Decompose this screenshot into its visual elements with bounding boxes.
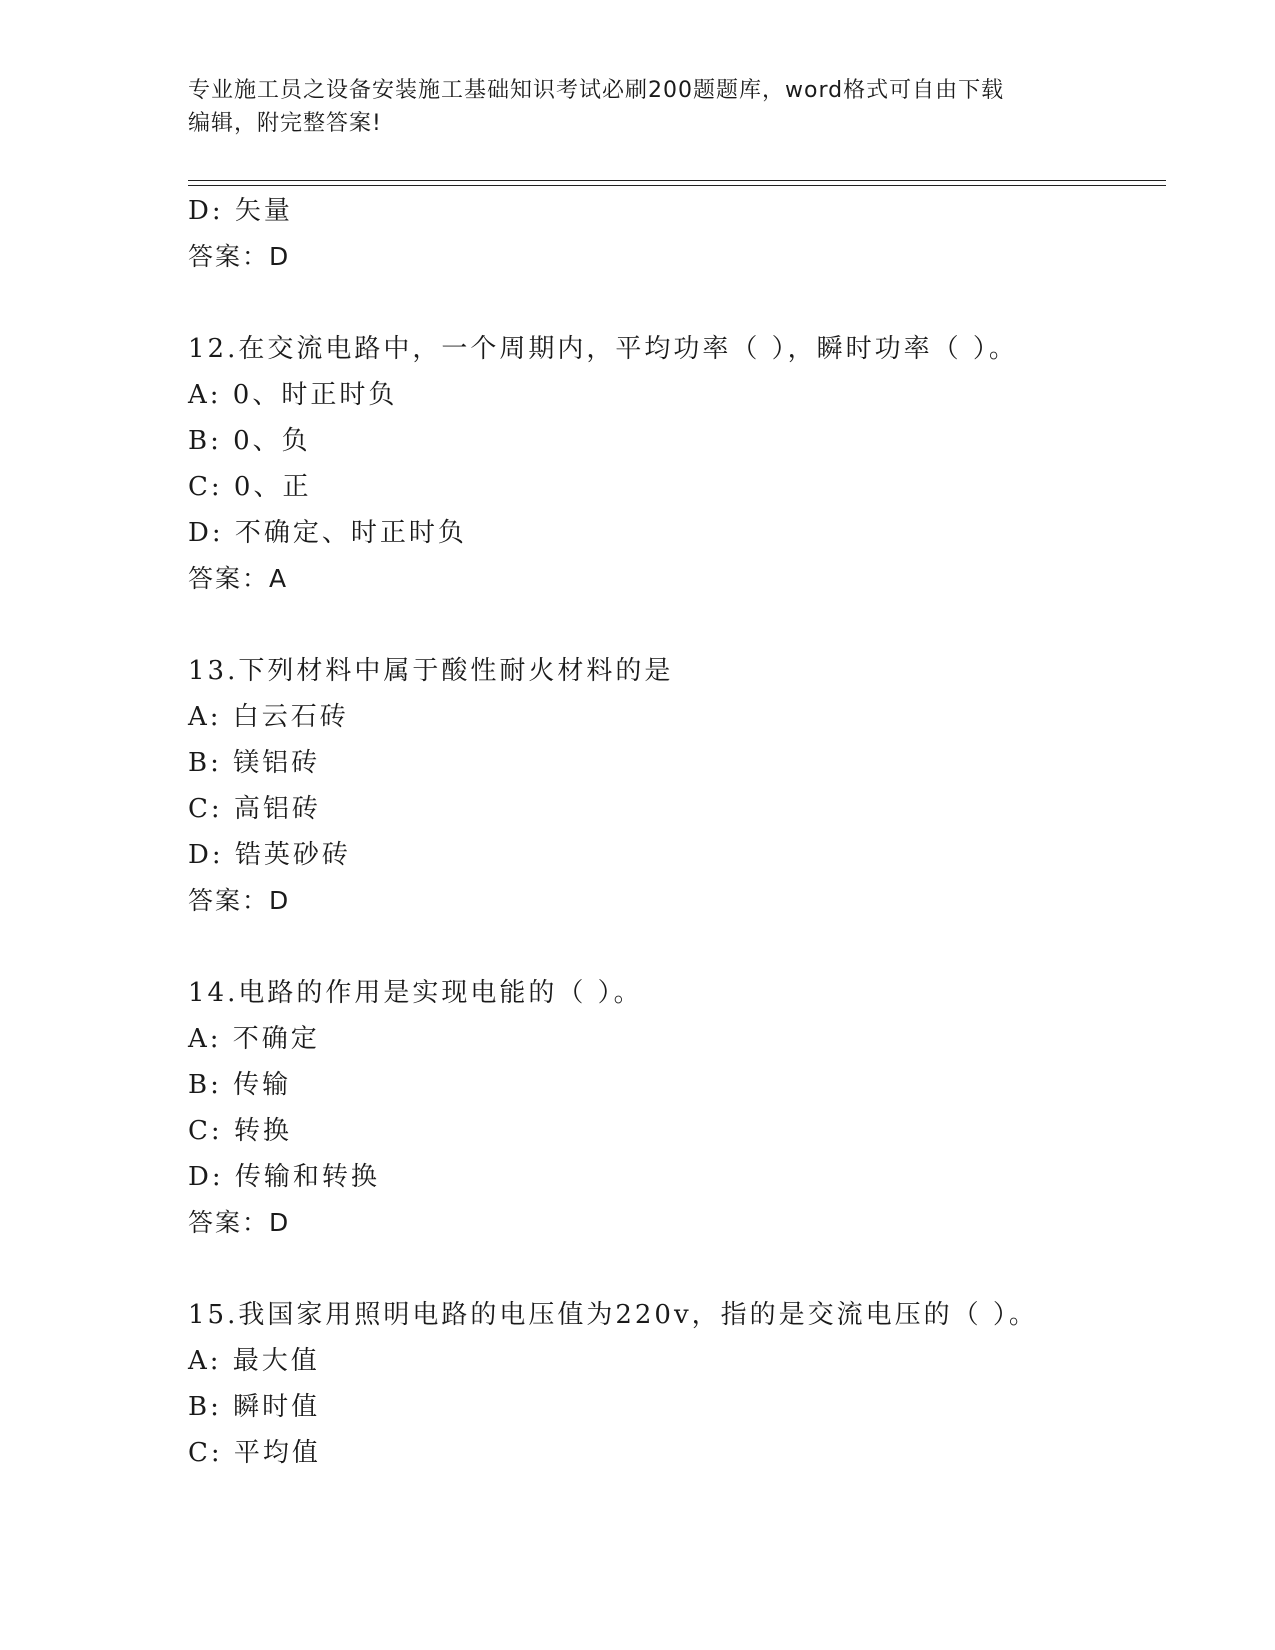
question-14-option-b: B: 传输 [188,1070,292,1100]
question-15-stem: 15.我国家用照明电路的电压值为220v，指的是交流电压的（ ）。 [188,1300,1038,1330]
question-14-answer: 答案：D [188,1208,291,1237]
question-14-option-a: A: 不确定 [188,1024,320,1054]
question-13-answer: 答案：D [188,886,291,915]
prev-question-option-d: D: 矢量 [188,196,293,226]
question-12-answer: 答案：A [188,564,289,593]
question-12-option-a: A: 0、时正时负 [188,380,398,410]
header-divider-bottom [188,185,1166,186]
spacer [188,602,1168,648]
document-header [188,74,1088,140]
question-15-option-a: A: 最大值 [188,1346,320,1376]
question-13-option-d: D: 锆英砂砖 [188,840,351,870]
question-13-stem: 13.下列材料中属于酸性耐火材料的是 [188,656,674,686]
spacer [188,924,1168,970]
spacer [188,280,1168,326]
spacer [188,1246,1168,1292]
question-12-option-d: D: 不确定、时正时负 [188,518,467,548]
question-13-option-b: B: 镁铝砖 [188,748,321,778]
question-13-option-a: A: 白云石砖 [188,702,349,732]
question-14-stem: 14.电路的作用是实现电能的（ ）。 [188,978,643,1008]
question-15-option-c: C: 平均值 [188,1438,321,1468]
prev-question-answer: 答案：D [188,242,291,271]
question-14-option-d: D: 传输和转换 [188,1162,380,1192]
header-divider-top [188,180,1166,181]
question-13-option-c: C: 高铝砖 [188,794,321,824]
header-title-line-2: 编辑，附完整答案! [188,111,382,136]
question-14-option-c: C: 转换 [188,1116,292,1146]
question-12-option-b: B: 0、负 [188,426,311,456]
question-15-option-b: B: 瞬时值 [188,1392,321,1422]
question-12-stem: 12.在交流电路中，一个周期内，平均功率（ ），瞬时功率（ ）。 [188,334,1018,364]
header-title-line-1: 专业施工员之设备安装施工基础知识考试必刷200题题库，word格式可自由下载 [188,78,1005,103]
question-12-option-c: C: 0、正 [188,472,312,502]
question-content [188,188,1168,1476]
